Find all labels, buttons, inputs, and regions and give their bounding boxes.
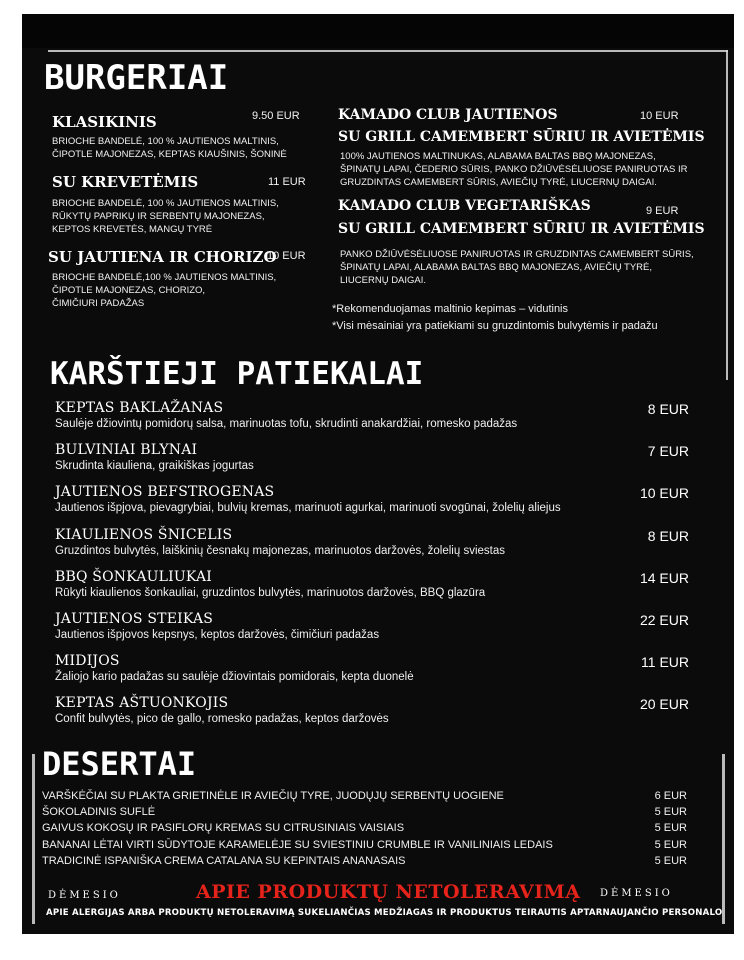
dessert-name: ŠOKOLADINIS SUFLĖ	[42, 806, 156, 819]
burger-desc-line: PANKO DŽIŪVĖSĖLIUOSE PANIRUOTAS IR GRUZDINTAS CAMEMBERT SŪRIS,	[340, 249, 694, 260]
hot-dish-price: 11 EUR	[641, 654, 689, 671]
hot-dishes-heading: KARŠTIEJI PATIEKALAI	[50, 356, 424, 392]
hot-dish-desc: Confit bulvytės, pico de gallo, romesko padažas, keptos daržovės	[55, 713, 389, 726]
burger-desc-line: BRIOCHE BANDELĖ, 100 % JAUTIENOS MALTINIS,	[52, 136, 279, 147]
frame-left-line	[32, 754, 35, 924]
hot-dish-desc: Rūkyti kiaulienos šonkauliai, gruzdintos bulvytės, marinuotos daržovės, BBQ glazūra	[55, 586, 486, 599]
burger-name: SU JAUTIENA IR CHORIZO	[48, 248, 277, 266]
hot-dish-name: KIAULIENOS ŠNICELIS	[55, 526, 233, 543]
hot-dish-desc: Jautienos išpjova, pievagrybiai, bulvių kremas, marinuoti agurkai, marinuoti svogūnai, žolelių aliejus	[55, 502, 561, 515]
burger-desc-line: GRUZDINTAS CAMEMBERT SŪRIS, AVIEČIŲ TYRĖ, LIUCERNŲ DAIGAI.	[340, 177, 657, 188]
hot-dish-price: 8 EUR	[647, 401, 689, 417]
dessert-price: 5 EUR	[654, 806, 687, 819]
burger-note: *Rekomenduojamas maltinio kepimas – vidutinis	[332, 303, 569, 315]
burger-desc-line: ČIPOTLE MAJONEZAS, KEPTAS KIAUŠINIS, ŠONINĖ	[52, 149, 287, 160]
burgers-heading: BURGERIAI	[44, 58, 229, 98]
warning-title: APIE PRODUKTŲ NETOLERAVIMĄ	[196, 881, 581, 903]
burger-desc-line: ŠPINATŲ LAPAI, ALABAMA BALTAS BBQ MAJONEZAS, AVIEČIŲ TYRĖ,	[340, 262, 653, 273]
hot-dish-name: JAUTIENOS BEFSTROGENAS	[55, 484, 275, 501]
burger-price: 10 EUR	[267, 250, 306, 262]
burger-name: KAMADO CLUB JAUTIENOS	[338, 107, 558, 123]
burger-name-line2: SU GRILL CAMEMBERT SŪRIU IR AVIETĖMIS	[338, 221, 705, 237]
warning-left-label: DĖMESIO	[48, 890, 121, 901]
hot-dish-name: KEPTAS AŠTUONKOJIS	[55, 695, 229, 712]
warning-subtitle: APIE ALERGIJAS ARBA PRODUKTŲ NETOLERAVIMĄ SUKELIANČIAS MEDŽIAGAS IR PRODUKTUS TEIRAUTIS APTARNAUJANČIO PERSONALO	[46, 908, 723, 918]
burger-price: 11 EUR	[268, 176, 306, 188]
burger-desc-line: LIUCERNŲ DAIGAI.	[340, 275, 427, 286]
dessert-name: BANANAI LĖTAI VIRTI SŪDYTOJE KARAMELĖJE SU SVIESTINIU CRUMBLE IR VANILINIAIS LEDAIS	[42, 838, 553, 851]
burger-desc-line: ŠPINATŲ LAPAI, ČEDERIO SŪRIS, PANKO DŽIŪVĖSĖLIUOSE PANIRUOTAS IR	[340, 164, 688, 175]
dessert-name: TRADICINĖ ISPANIŠKA CREMA CATALANA SU KEPINTAIS ANANASAIS	[42, 854, 406, 867]
burger-name-line2: SU GRILL CAMEMBERT SŪRIU IR AVIETĖMIS	[338, 129, 705, 145]
dessert-price: 5 EUR	[654, 838, 687, 851]
hot-dish-desc: Jautienos išpjovos kepsnys, keptos daržovės, čimičiuri padažas	[55, 629, 380, 641]
hot-dish-name: KEPTAS BAKLAŽANAS	[55, 400, 224, 416]
hot-dish-name: BULVINIAI BLYNAI	[55, 442, 198, 459]
hot-dish-price: 8 EUR	[647, 527, 689, 544]
burger-desc-line: ČIMIČIURI PADAŽAS	[52, 298, 145, 309]
burger-desc-line: BRIOCHE BANDELĖ,100 % JAUTIENOS MALTINIS,	[52, 272, 277, 283]
hot-dish-price: 10 EUR	[639, 485, 689, 502]
burger-price: 9 EUR	[646, 205, 679, 217]
frame-right-line	[726, 50, 728, 380]
dessert-price: 5 EUR	[654, 822, 687, 835]
dessert-price: 6 EUR	[654, 790, 687, 802]
hot-dish-desc: Saulėje džiovintų pomidorų salsa, marinuotas tofu, skrudinti anakardžiai, romesko padažas	[55, 418, 518, 430]
burger-desc-line: BRIOCHE BANDELĖ, 100 % JAUTIENOS MALTINIS,	[52, 198, 279, 209]
dessert-price: 5 EUR	[654, 854, 687, 867]
warning-right-label: DĖMESIO	[600, 888, 673, 899]
burger-desc-line: KEPTOS KREVETĖS, MANGŲ TYRĖ	[52, 224, 213, 235]
burger-name: KLASIKINIS	[52, 113, 157, 131]
burger-price: 10 EUR	[640, 110, 679, 122]
desserts-heading: DESERTAI	[42, 745, 197, 783]
hot-dish-name: BBQ ŠONKAULIUKAI	[55, 568, 212, 585]
burger-note: *Visi mėsainiai yra patiekiami su gruzdintomis bulvytėmis ir padažu	[332, 320, 658, 332]
burger-desc-line: ČIPOTLE MAJONEZAS, CHORIZO,	[52, 285, 206, 296]
dessert-name: GAIVUS KOKOSŲ IR PASIFLORŲ KREMAS SU CITRUSINIAIS VAISIAIS	[42, 822, 405, 835]
hot-dish-price: 20 EUR	[639, 696, 689, 713]
burger-price: 9.50 EUR	[252, 110, 300, 122]
burger-desc-line: RŪKYTŲ PAPRIKŲ IR SERBENTŲ MAJONEZAS,	[52, 211, 265, 222]
burger-name: SU KREVETĖMIS	[52, 173, 199, 191]
hot-dish-price: 7 EUR	[647, 443, 689, 460]
hot-dish-price: 14 EUR	[639, 569, 689, 586]
hot-dish-name: MIDIJOS	[55, 653, 120, 670]
dessert-name: VARŠKĖČIAI SU PLAKTA GRIETINĖLE IR AVIEČIŲ TYRE, JUODŲJŲ SERBENTŲ UOGIENE	[42, 790, 504, 802]
hot-dish-desc: Žaliojo kario padažas su saulėje džiovintais pomidorais, kepta duonelė	[55, 671, 414, 684]
burger-desc-line: 100% JAUTIENOS MALTINUKAS, ALABAMA BALTAS BBQ MAJONEZAS,	[340, 151, 656, 162]
hot-dish-price: 22 EUR	[639, 612, 689, 628]
frame-top-line	[48, 50, 728, 52]
frame-right-line-bottom	[722, 754, 725, 924]
hot-dish-name: JAUTIENOS STEIKAS	[55, 611, 214, 627]
hot-dish-desc: Skrudinta kiauliena, graikiškas jogurtas	[55, 460, 254, 473]
hot-dish-desc: Gruzdintos bulvytės, laiškinių česnakų majonezas, marinuotos daržovės, žolelių sviestas	[55, 544, 505, 557]
burger-name: KAMADO CLUB VEGETARIŠKAS	[338, 198, 591, 214]
